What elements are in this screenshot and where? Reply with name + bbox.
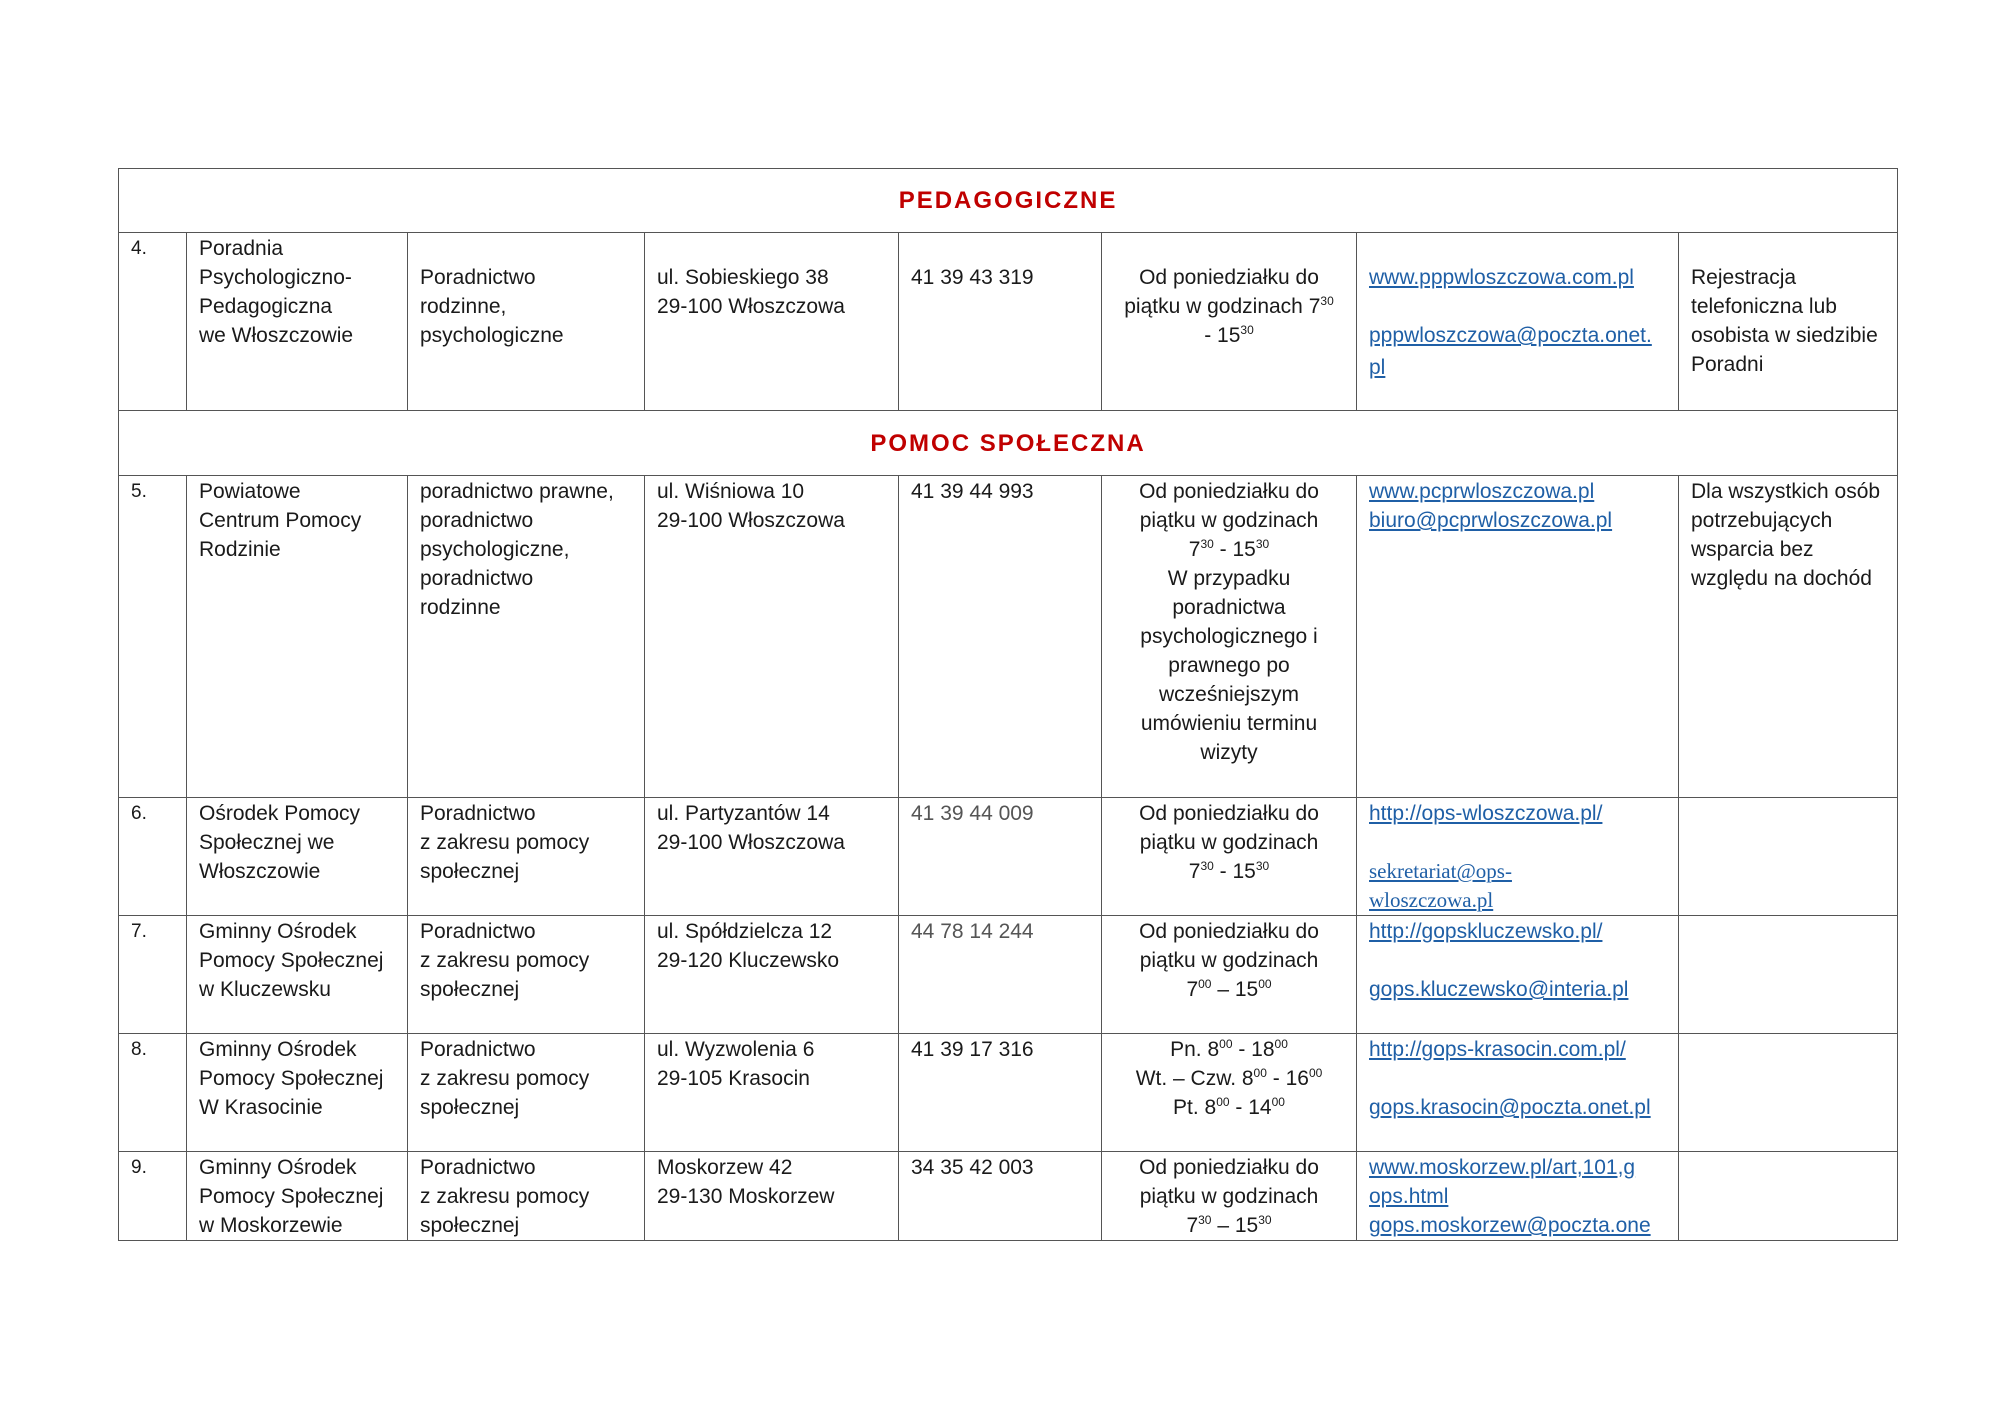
email-link-continued[interactable]: wloszczowa.pl [1369,888,1494,912]
phone-number: 44 78 14 244 [899,916,1102,1034]
table-row [119,798,1898,916]
institution-name: Ośrodek Pomocy Społecznej we Włoszczowie [187,798,408,916]
notes-empty [1679,798,1898,916]
opening-hours: Od poniedziałku do piątku w godzinach $7^{30} - 15^{30}$ W przypadku poradnictwa psychologicznego i prawnego po wcześniejszym umówieniu terminu wizyty [1102,476,1357,798]
phone-number: 41 39 44 009 [899,798,1102,916]
service-type: poradnictwo prawne, poradnictwo psychologiczne, poradnictwo rodzinne [408,476,645,798]
section-heading-pedagogiczne: PEDAGOGICZNE [119,169,1898,233]
email-link[interactable]: sekretariat@ops- [1369,859,1512,883]
institution-name: Gminny Ośrodek Pomocy Społecznej W Krasocinie [187,1034,408,1152]
address: ul. Partyzantów 14 29-100 Włoszczowa [645,798,899,916]
address: ul. Sobieskiego 38 29-100 Włoszczowa [645,233,899,411]
opening-hours: Od poniedziałku do piątku w godzinach $7^{30} - 15^{30}$ [1102,798,1357,916]
opening-hours: Od poniedziałku do piątku w godzinach $7^{00} - 15^{00}$ [1102,916,1357,1034]
institution-name: Poradnia Psychologiczno- Pedagogiczna we Włoszczowie [187,233,408,411]
table-row [119,1034,1898,1152]
notes: Rejestracja telefoniczna lub osobista w siedzibie Poradni [1679,233,1898,411]
service-type: Poradnictwo z zakresu pomocy społecznej [408,798,645,916]
service-type: Poradnictwo z zakresu pomocy społecznej [408,916,645,1034]
email-link[interactable]: biuro@pcprwloszczowa.pl [1369,509,1613,532]
contact-directory-table [118,168,1898,1241]
table-row [119,233,1898,411]
notes-empty [1679,1152,1898,1241]
row-number: 4. [119,233,187,411]
service-type: Poradnictwo z zakresu pomocy społecznej [408,1152,645,1241]
contact-links [1357,916,1679,1034]
institution-name: Powiatowe Centrum Pomocy Rodzinie [187,476,408,798]
email-link[interactable]: gops.moskorzew@poczta.one [1369,1214,1651,1237]
email-link-continued[interactable]: pl [1369,356,1386,379]
website-link[interactable]: http://gops-krasocin.com.pl/ [1369,1038,1626,1061]
contact-links [1357,1152,1679,1241]
institution-name: Gminny Ośrodek Pomocy Społecznej w Moskorzewie [187,1152,408,1241]
section-row [119,411,1898,476]
notes-empty [1679,916,1898,1034]
section-row [119,169,1898,233]
email-link[interactable]: pppwloszczowa@poczta.onet. [1369,324,1652,347]
contact-links [1357,233,1679,411]
phone-number: 41 39 43 319 [899,233,1102,411]
service-type: Poradnictwo z zakresu pomocy społecznej [408,1034,645,1152]
table-row [119,916,1898,1034]
website-link[interactable]: http://ops-wloszczowa.pl/ [1369,802,1603,825]
opening-hours: Pn. $8^{00} - 18^{00}$ Wt. – Czw. $8^{00} - 16^{00}$ Pt. $8^{00} - 14^{00}$ [1102,1034,1357,1152]
contact-links [1357,1034,1679,1152]
row-number: 7. [119,916,187,1034]
website-link-continued[interactable]: ops.html [1369,1185,1449,1208]
row-number: 6. [119,798,187,916]
address: Moskorzew 42 29-130 Moskorzew [645,1152,899,1241]
website-link[interactable]: www.pppwloszczowa.com.pl [1369,266,1634,289]
opening-hours: Od poniedziałku do piątku w godzinach $7^{30}$ - $15^{30}$ [1102,233,1357,411]
email-link[interactable]: gops.kluczewsko@interia.pl [1369,978,1629,1001]
contact-links [1357,798,1679,916]
contact-links [1357,476,1679,798]
address: ul. Spółdzielcza 12 29-120 Kluczewsko [645,916,899,1034]
institution-name: Gminny Ośrodek Pomocy Społecznej w Kluczewsku [187,916,408,1034]
opening-hours: Od poniedziałku do piątku w godzinach $7^{30} - 15^{30}$ [1102,1152,1357,1241]
notes-empty [1679,1034,1898,1152]
email-link[interactable]: gops.krasocin@poczta.onet.pl [1369,1096,1651,1119]
phone-number: 41 39 44 993 [899,476,1102,798]
service-type: Poradnictwo rodzinne, psychologiczne [408,233,645,411]
row-number: 5. [119,476,187,798]
notes: Dla wszystkich osób potrzebujących wsparcia bez względu na dochód [1679,476,1898,798]
table-row [119,1152,1898,1241]
website-link[interactable]: www.pcprwloszczowa.pl [1369,480,1595,503]
row-number: 8. [119,1034,187,1152]
phone-number: 34 35 42 003 [899,1152,1102,1241]
row-number: 9. [119,1152,187,1241]
address: ul. Wiśniowa 10 29-100 Włoszczowa [645,476,899,798]
website-link[interactable]: www.moskorzew.pl/art,101,g [1369,1156,1636,1179]
website-link[interactable]: http://gopskluczewsko.pl/ [1369,920,1603,943]
table-row [119,476,1898,798]
section-heading-pomoc-spoleczna: POMOC SPOŁECZNA [119,411,1898,476]
phone-number: 41 39 17 316 [899,1034,1102,1152]
address: ul. Wyzwolenia 6 29-105 Krasocin [645,1034,899,1152]
